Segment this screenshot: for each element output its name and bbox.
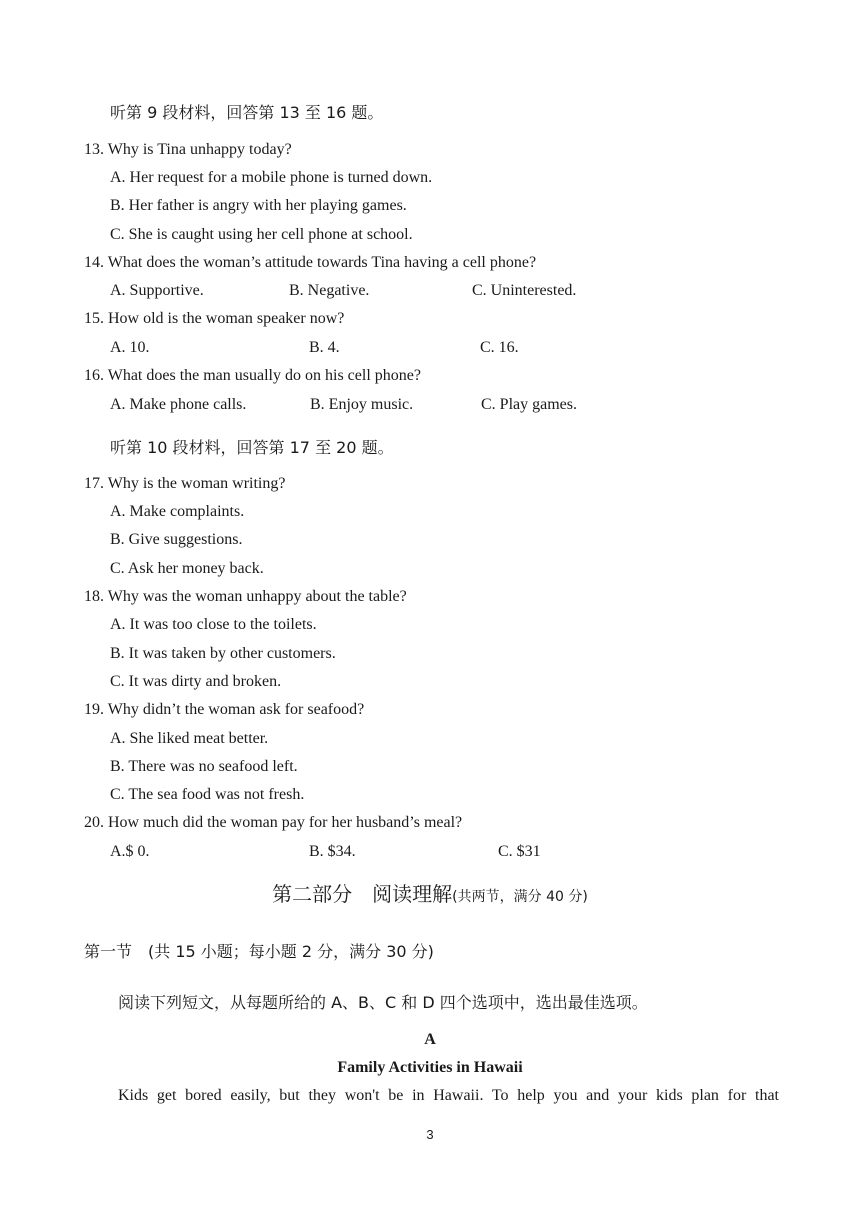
q18-option-a: A. It was too close to the toilets. — [110, 616, 317, 633]
q13-option-a: A. Her request for a mobile phone is turned down. — [110, 169, 433, 186]
passage-first-line: Kids get bored easily, but they won't be in Hawaii. To help you and your kids plan for that — [118, 1087, 779, 1104]
question-18: 18. Why was the woman unhappy about the table? — [84, 588, 407, 605]
question-14: 14. What does the woman’s attitude towards Tina having a cell phone? — [84, 254, 537, 271]
question-19: 19. Why didn’t the woman ask for seafood? — [84, 701, 365, 718]
q13-option-b: B. Her father is angry with her playing games. — [110, 197, 407, 214]
q17-option-b: B. Give suggestions. — [110, 531, 243, 548]
q14-option-a: A. Supportive. — [110, 282, 204, 299]
q16-option-a: A. Make phone calls. — [110, 396, 247, 413]
q19-option-c: C. The sea food was not fresh. — [110, 786, 305, 803]
q20-option-b: B. $34. — [309, 843, 356, 860]
q15-option-c: C. 16. — [480, 339, 519, 356]
q20-option-a: A.$ 0. — [110, 843, 150, 860]
passage-letter: A — [424, 1031, 436, 1048]
q14-option-b: B. Negative. — [289, 282, 370, 299]
listening-section-header: 听第 10 段材料，回答第 17 至 20 题。 — [110, 438, 394, 457]
q18-option-c: C. It was dirty and broken. — [110, 673, 282, 690]
q16-option-b: B. Enjoy music. — [310, 396, 414, 413]
q15-option-a: A. 10. — [110, 339, 150, 356]
question-13: 13. Why is Tina unhappy today? — [84, 141, 292, 158]
q14-option-c: C. Uninterested. — [472, 282, 577, 299]
q18-option-b: B. It was taken by other customers. — [110, 645, 336, 662]
page-number: 3 — [426, 1127, 434, 1142]
q16-option-c: C. Play games. — [481, 396, 577, 413]
reading-part-heading: 第二部分 阅读理解 — [272, 882, 453, 906]
q20-options — [110, 843, 710, 863]
q19-option-a: A. She liked meat better. — [110, 730, 269, 747]
passage-title: Family Activities in Hawaii — [337, 1059, 523, 1076]
q20-option-c: C. $31 — [498, 843, 541, 860]
q16-options — [110, 396, 710, 416]
q13-option-c: C. She is caught using her cell phone at school. — [110, 226, 413, 243]
q14-options — [110, 282, 710, 302]
reading-section-1-header: 第一节 (共 15 小题；每小题 2 分，满分 30 分) — [84, 942, 434, 961]
reading-part-title — [0, 878, 860, 907]
q15-options — [110, 339, 710, 359]
q17-option-a: A. Make complaints. — [110, 503, 245, 520]
question-16: 16. What does the man usually do on his cell phone? — [84, 367, 421, 384]
q17-option-c: C. Ask her money back. — [110, 560, 264, 577]
q19-option-b: B. There was no seafood left. — [110, 758, 298, 775]
listening-section-header: 听第 9 段材料，回答第 13 至 16 题。 — [110, 103, 384, 122]
question-20: 20. How much did the woman pay for her husband’s meal? — [84, 814, 463, 831]
q15-option-b: B. 4. — [309, 339, 340, 356]
reading-part-note: (共两节，满分 40 分) — [452, 889, 588, 905]
question-17: 17. Why is the woman writing? — [84, 475, 286, 492]
question-15: 15. How old is the woman speaker now? — [84, 310, 345, 327]
reading-instruction: 阅读下列短文，从每题所给的 A、B、C 和 D 四个选项中，选出最佳选项。 — [118, 993, 648, 1012]
